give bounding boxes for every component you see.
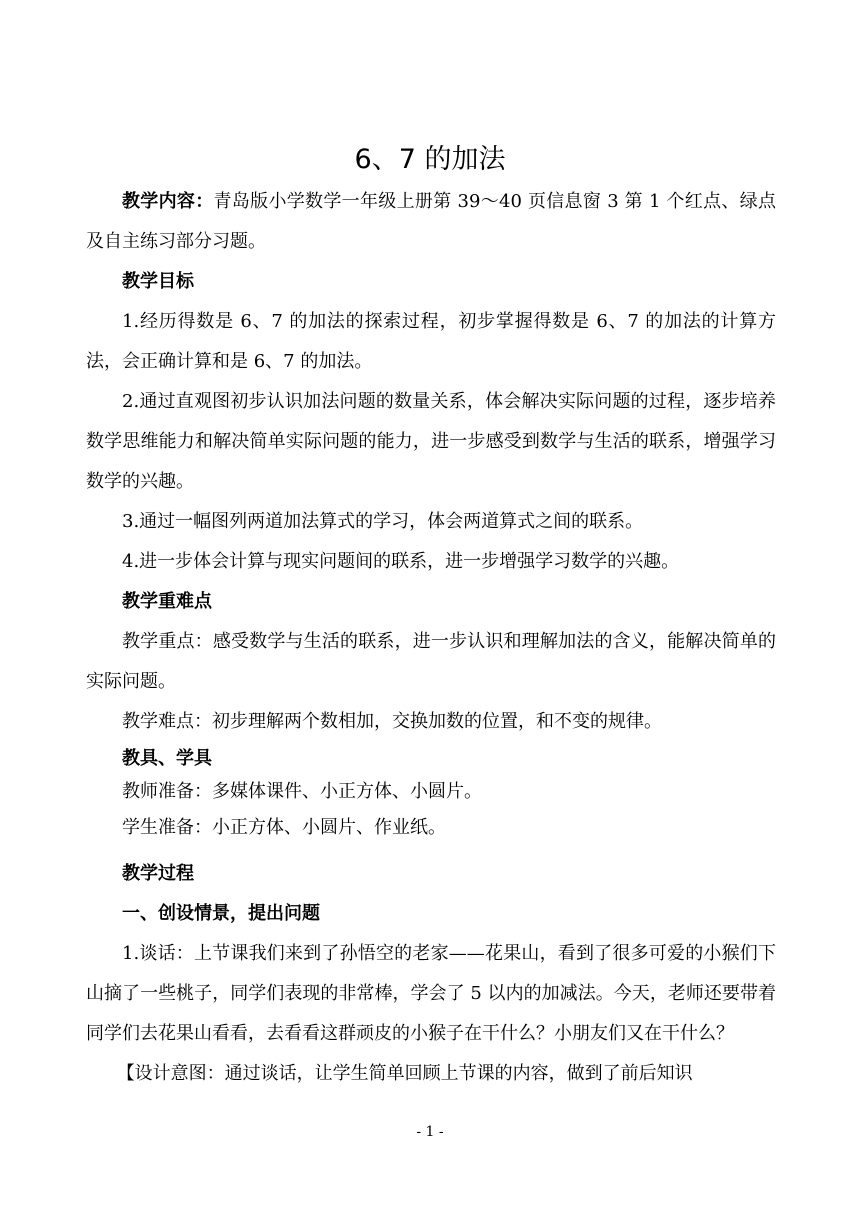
objectives-heading: 教学目标 <box>122 271 194 292</box>
key-focus-paragraph: 教学重点：感受数学与生活的联系，进一步认识和理解加法的含义，能解决简单的实际问题。 <box>86 631 776 692</box>
objective-item: 4.进一步体会计算与现实问题间的联系，进一步增强学习数学的兴趣。 <box>122 551 680 572</box>
process-heading: 教学过程 <box>122 863 194 884</box>
key-difficulty-paragraph: 教学难点：初步理解两个数相加，交换加数的位置，和不变的规律。 <box>122 711 662 732</box>
student-prep-paragraph: 学生准备：小正方体、小圆片、作业纸。 <box>122 817 446 838</box>
teacher-prep-paragraph: 教师准备：多媒体课件、小正方体、小圆片。 <box>122 781 482 802</box>
section-1-heading: 一、创设情景，提出问题 <box>122 903 320 924</box>
teaching-content-text: 青岛版小学数学一年级上册第 39～40 页信息窗 3 第 1 个红点、绿点及自主练习部分习题。 <box>86 191 777 252</box>
teaching-content-label: 教学内容： <box>122 191 214 212</box>
talk-paragraph: 1.谈话：上节课我们来到了孙悟空的老家——花果山，看到了很多可爱的小猴们下山摘了一些桃子，同学们表现的非常棒，学会了 5 以内的加减法。今天，老师还要带着同学们去花果山看看，去看看这群顽皮的小猴子在干什么？小朋友们又在干什么？ <box>86 943 776 1044</box>
objective-item: 2.通过直观图初步认识加法问题的数量关系，体会解决实际问题的过程，逐步培养数学思维能力和解决简单实际问题的能力，进一步感受到数学与生活的联系，增强学习数学的兴趣。 <box>86 391 776 492</box>
document-body <box>86 182 776 1094</box>
document-title: 6、7 的加法 <box>354 144 506 175</box>
design-intent-paragraph: 【设计意图：通过谈话，让学生简单回顾上节课的内容，做到了前后知识 <box>116 1063 693 1084</box>
objective-item: 3.通过一幅图列两道加法算式的学习，体会两道算式之间的联系。 <box>122 511 644 532</box>
teaching-content-paragraph <box>86 182 776 262</box>
key-points-heading: 教学重难点 <box>122 591 212 612</box>
objective-item: 1.经历得数是 6、7 的加法的探索过程，初步掌握得数是 6、7 的加法的计算方法，会正确计算和是 6、7 的加法。 <box>86 311 776 372</box>
tools-heading: 教具、学具 <box>122 748 212 769</box>
page-number: - 1 - <box>416 1124 444 1140</box>
